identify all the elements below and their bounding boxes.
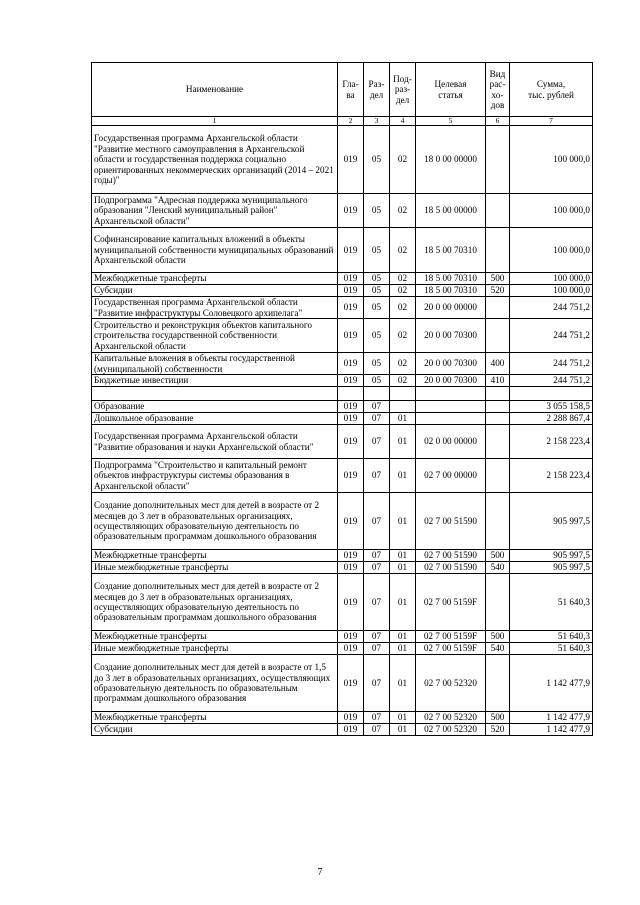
table-row: [92, 273, 593, 285]
table-row: [92, 319, 593, 353]
row-exp-type: [486, 459, 510, 493]
row-section: 07: [364, 574, 390, 631]
row-sum: 51 640,3: [510, 643, 593, 655]
row-chapter: 019: [338, 353, 364, 375]
row-subsection: 02: [390, 194, 416, 228]
row-sum: 51 640,3: [510, 574, 593, 631]
table-row: [92, 493, 593, 550]
row-sum: 2 288 867,4: [510, 413, 593, 425]
row-section: 07: [364, 712, 390, 724]
row-name: Межбюджетные трансферты: [92, 550, 338, 562]
row-target: [416, 401, 486, 413]
row-target: [416, 413, 486, 425]
row-subsection: 01: [390, 562, 416, 574]
header-chapter: Гла- ва: [338, 63, 364, 117]
row-target: 02 7 00 5159F: [416, 643, 486, 655]
row-target: 02 7 00 52320: [416, 712, 486, 724]
row-name: Государственная программа Архангельской области "Развитие инфраструктуры Соловецкого архипелага": [92, 297, 338, 319]
row-exp-type: 540: [486, 643, 510, 655]
column-number: 3: [364, 117, 390, 126]
row-section: 07: [364, 724, 390, 736]
table-row: [92, 375, 593, 387]
row-target: 02 7 00 5159F: [416, 574, 486, 631]
table-row: [92, 353, 593, 375]
row-name: Иные межбюджетные трансферты: [92, 643, 338, 655]
row-exp-type: 500: [486, 631, 510, 643]
row-subsection: 01: [390, 724, 416, 736]
row-target: 20 0 00 70300: [416, 353, 486, 375]
table-row: [92, 643, 593, 655]
row-exp-type: [486, 228, 510, 273]
row-sum: 100 000,0: [510, 228, 593, 273]
row-name: Государственная программа Архангельской области "Развитие местного самоуправления в Архангельской области и государственная поддержка социально ориентированных некоммерческих организаций (2014 – 2021 годы)": [92, 126, 338, 194]
row-subsection: 01: [390, 655, 416, 712]
row-chapter: 019: [338, 319, 364, 353]
row-section: 07: [364, 459, 390, 493]
row-name: Образование: [92, 401, 338, 413]
row-sum: 905 997,5: [510, 550, 593, 562]
row-subsection: 02: [390, 297, 416, 319]
table-row: [92, 228, 593, 273]
column-number: 6: [486, 117, 510, 126]
row-section: 05: [364, 319, 390, 353]
row-chapter: 019: [338, 655, 364, 712]
row-chapter: 019: [338, 712, 364, 724]
row-subsection: 01: [390, 712, 416, 724]
row-exp-type: 500: [486, 273, 510, 285]
row-subsection: 01: [390, 631, 416, 643]
table-row: [92, 631, 593, 643]
header-sum: Сумма, тыс. рублей: [510, 63, 593, 117]
row-chapter: 019: [338, 228, 364, 273]
row-sum: 3 055 158,5: [510, 401, 593, 413]
table-row: [92, 413, 593, 425]
column-number: 4: [390, 117, 416, 126]
row-name: Межбюджетные трансферты: [92, 712, 338, 724]
table-row: [92, 126, 593, 194]
row-target: 02 7 00 51590: [416, 493, 486, 550]
row-sum: 244 751,2: [510, 297, 593, 319]
row-chapter: 019: [338, 643, 364, 655]
row-chapter: 019: [338, 574, 364, 631]
row-chapter: 019: [338, 550, 364, 562]
header-name: Наименование: [92, 63, 338, 117]
row-exp-type: [486, 413, 510, 425]
row-target: 02 7 00 52320: [416, 724, 486, 736]
row-chapter: 019: [338, 194, 364, 228]
row-sum: 244 751,2: [510, 375, 593, 387]
row-name: Подпрограмма "Адресная поддержка муниципального образования "Ленский муниципальный район" Архангельской области": [92, 194, 338, 228]
row-section: 07: [364, 643, 390, 655]
table-row: [92, 285, 593, 297]
row-chapter: 019: [338, 285, 364, 297]
row-section: 05: [364, 353, 390, 375]
table-row: [92, 655, 593, 712]
table-row: [92, 712, 593, 724]
row-exp-type: [486, 655, 510, 712]
table-row: [92, 724, 593, 736]
row-chapter: 019: [338, 459, 364, 493]
row-exp-type: [486, 319, 510, 353]
table-body: [92, 126, 593, 736]
header-subsection: Под- раз- дел: [390, 63, 416, 117]
row-subsection: [390, 387, 416, 401]
row-subsection: 01: [390, 574, 416, 631]
row-subsection: 02: [390, 126, 416, 194]
row-chapter: [338, 387, 364, 401]
row-target: 18 5 00 00000: [416, 194, 486, 228]
row-subsection: 01: [390, 413, 416, 425]
row-section: 05: [364, 297, 390, 319]
table-row: [92, 194, 593, 228]
row-subsection: 02: [390, 353, 416, 375]
column-number: 5: [416, 117, 486, 126]
row-name: Межбюджетные трансферты: [92, 273, 338, 285]
row-section: 05: [364, 194, 390, 228]
row-subsection: 02: [390, 273, 416, 285]
row-name: [92, 387, 338, 401]
row-sum: 2 158 223,4: [510, 459, 593, 493]
row-target: [416, 387, 486, 401]
row-sum: 100 000,0: [510, 273, 593, 285]
row-name: Создание дополнительных мест для детей в возрасте от 2 месяцев до 3 лет в образовательных организациях, осуществляющих образовательную деятельность по образовательным программам дошкольного образования: [92, 574, 338, 631]
row-subsection: [390, 401, 416, 413]
row-sum: 1 142 477,9: [510, 712, 593, 724]
table-row: [92, 574, 593, 631]
row-sum: 100 000,0: [510, 126, 593, 194]
column-number-row: [92, 117, 593, 126]
row-chapter: 019: [338, 724, 364, 736]
row-target: 02 7 00 00000: [416, 459, 486, 493]
row-target: 20 0 00 70300: [416, 319, 486, 353]
row-sum: 905 997,5: [510, 493, 593, 550]
row-subsection: 02: [390, 285, 416, 297]
row-section: 07: [364, 493, 390, 550]
row-section: 07: [364, 425, 390, 459]
row-exp-type: 500: [486, 550, 510, 562]
header-exp-type: Вид рас- хо- дов: [486, 63, 510, 117]
row-subsection: 02: [390, 375, 416, 387]
budget-table: [91, 62, 593, 736]
row-chapter: 019: [338, 425, 364, 459]
row-target: 18 5 00 70310: [416, 285, 486, 297]
row-sum: [510, 387, 593, 401]
row-exp-type: [486, 194, 510, 228]
row-exp-type: 540: [486, 562, 510, 574]
row-section: 07: [364, 562, 390, 574]
row-target: 02 0 00 00000: [416, 425, 486, 459]
row-exp-type: [486, 401, 510, 413]
table-row: [92, 459, 593, 493]
row-name: Государственная программа Архангельской области "Развитие образования и науки Архангельской области": [92, 425, 338, 459]
row-chapter: 019: [338, 273, 364, 285]
row-exp-type: 400: [486, 353, 510, 375]
row-section: 07: [364, 631, 390, 643]
column-number: 1: [92, 117, 338, 126]
row-section: 05: [364, 273, 390, 285]
row-chapter: 019: [338, 631, 364, 643]
table-header-row: [92, 63, 593, 117]
row-subsection: 01: [390, 425, 416, 459]
row-section: 07: [364, 401, 390, 413]
row-chapter: 019: [338, 126, 364, 194]
header-section: Раз- дел: [364, 63, 390, 117]
row-name: Создание дополнительных мест для детей в возрасте от 2 месяцев до 3 лет в образовательных организациях, осуществляющих образовательную деятельность по образовательным программам дошкольного образования: [92, 493, 338, 550]
row-sum: 100 000,0: [510, 285, 593, 297]
row-name: Субсидии: [92, 724, 338, 736]
column-number: 2: [338, 117, 364, 126]
row-section: [364, 387, 390, 401]
row-exp-type: [486, 297, 510, 319]
row-target: 02 7 00 52320: [416, 655, 486, 712]
row-chapter: 019: [338, 401, 364, 413]
row-chapter: 019: [338, 297, 364, 319]
table-row: [92, 297, 593, 319]
header-target: Целевая статья: [416, 63, 486, 117]
row-target: 18 5 00 70310: [416, 228, 486, 273]
row-section: 07: [364, 413, 390, 425]
row-sum: 244 751,2: [510, 319, 593, 353]
row-name: Подпрограмма "Строительство и капитальный ремонт объектов инфраструктуры системы образования в Архангельской области": [92, 459, 338, 493]
row-target: 02 7 00 5159F: [416, 631, 486, 643]
page-number: 7: [317, 867, 323, 878]
row-target: 18 0 00 00000: [416, 126, 486, 194]
row-section: 07: [364, 655, 390, 712]
row-target: 02 7 00 51590: [416, 562, 486, 574]
row-name: Межбюджетные трансферты: [92, 631, 338, 643]
row-name: Капитальные вложения в объекты государственной (муниципальной) собственности: [92, 353, 338, 375]
column-number: 7: [510, 117, 593, 126]
row-section: 05: [364, 375, 390, 387]
row-section: 05: [364, 285, 390, 297]
row-sum: 1 142 477,9: [510, 655, 593, 712]
row-target: 20 0 00 70300: [416, 375, 486, 387]
row-sum: 100 000,0: [510, 194, 593, 228]
row-chapter: 019: [338, 413, 364, 425]
row-subsection: 01: [390, 493, 416, 550]
row-subsection: 02: [390, 319, 416, 353]
row-sum: 905 997,5: [510, 562, 593, 574]
row-section: 07: [364, 550, 390, 562]
row-sum: 51 640,3: [510, 631, 593, 643]
row-name: Субсидии: [92, 285, 338, 297]
row-exp-type: 500: [486, 712, 510, 724]
row-exp-type: [486, 574, 510, 631]
row-name: Бюджетные инвестиции: [92, 375, 338, 387]
row-sum: 1 142 477,9: [510, 724, 593, 736]
row-exp-type: 520: [486, 285, 510, 297]
row-exp-type: 410: [486, 375, 510, 387]
table-row: [92, 401, 593, 413]
row-sum: 244 751,2: [510, 353, 593, 375]
row-exp-type: [486, 493, 510, 550]
row-target: 20 0 00 00000: [416, 297, 486, 319]
row-section: 05: [364, 126, 390, 194]
row-exp-type: [486, 425, 510, 459]
row-name: Строительство и реконструкция объектов капитального строительства государственной собственности Архангельской области: [92, 319, 338, 353]
row-name: Создание дополнительных мест для детей в возрасте от 1,5 до 3 лет в образовательных организациях, осуществляющих образовательную деятельность по образовательным программам дошкольного образования: [92, 655, 338, 712]
row-section: 05: [364, 228, 390, 273]
row-name: Софинансирование капитальных вложений в объекты муниципальной собственности муниципальных образований Архангельской области: [92, 228, 338, 273]
row-name: Иные межбюджетные трансферты: [92, 562, 338, 574]
row-exp-type: [486, 387, 510, 401]
row-target: 02 7 00 51590: [416, 550, 486, 562]
table-row: [92, 562, 593, 574]
row-subsection: 02: [390, 228, 416, 273]
row-chapter: 019: [338, 493, 364, 550]
row-sum: 2 158 223,4: [510, 425, 593, 459]
row-name: Дошкольное образование: [92, 413, 338, 425]
row-target: 18 5 00 70310: [416, 273, 486, 285]
table-row: [92, 387, 593, 401]
row-exp-type: 520: [486, 724, 510, 736]
row-subsection: 01: [390, 550, 416, 562]
row-subsection: 01: [390, 643, 416, 655]
row-subsection: 01: [390, 459, 416, 493]
table-row: [92, 425, 593, 459]
row-chapter: 019: [338, 375, 364, 387]
row-chapter: 019: [338, 562, 364, 574]
row-exp-type: [486, 126, 510, 194]
table-row: [92, 550, 593, 562]
